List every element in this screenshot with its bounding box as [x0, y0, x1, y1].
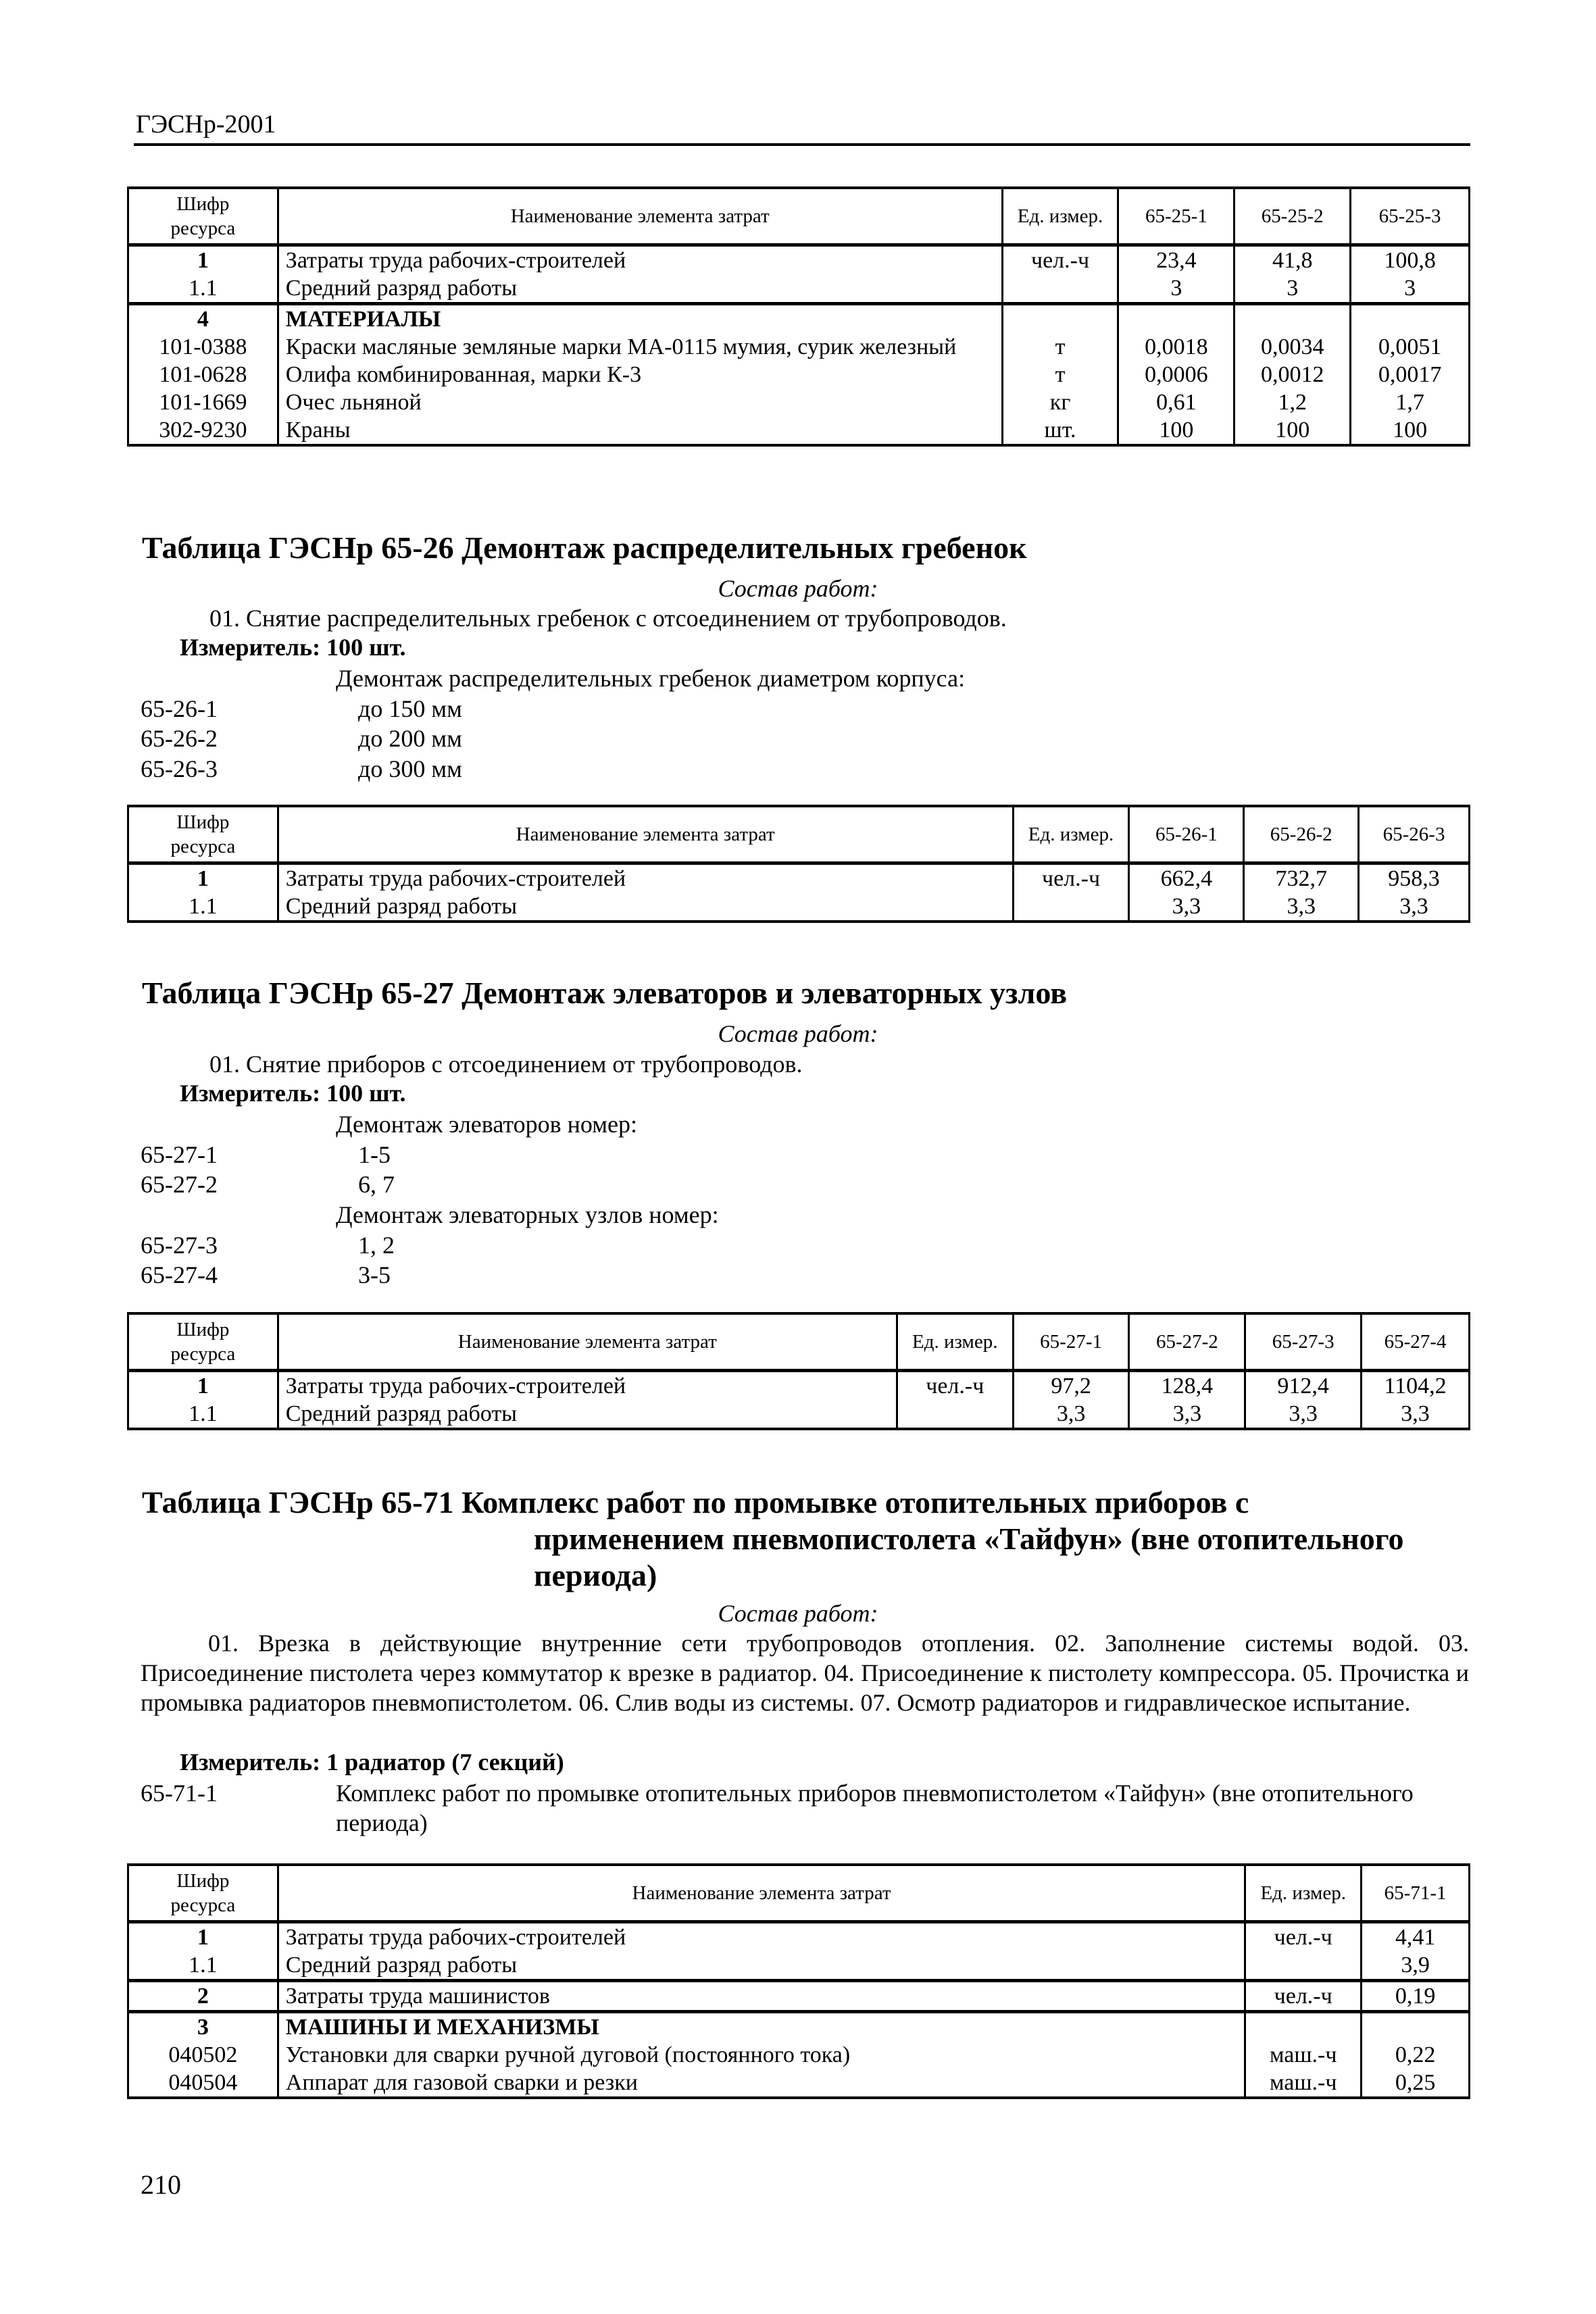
row-code: 101-0388: [128, 333, 278, 361]
table-row: [128, 245, 1470, 275]
row-code: 1.1: [128, 892, 278, 922]
col-norm-header: 65-26-3: [1359, 806, 1470, 863]
row-unit: чел.-ч: [1002, 245, 1118, 275]
table-header-row: [128, 806, 1470, 863]
item-text: [336, 1778, 1417, 1838]
table-row: [128, 1951, 1470, 1981]
row-value: 0,0017: [1351, 361, 1470, 388]
running-header: ГЭСНр-2001: [136, 110, 276, 139]
table-header-row: [128, 188, 1470, 245]
row-value: 128,4: [1129, 1371, 1245, 1401]
table-row: [128, 333, 1470, 361]
item-text: 3-5: [358, 1261, 391, 1288]
row-code: 3: [128, 2012, 278, 2042]
work-description: 01. Снятие распределительных гребенок с отсоединением от трубопроводов.: [209, 605, 1007, 632]
subheading: Демонтаж элеваторных узлов номер:: [336, 1201, 719, 1228]
table-header-row: [128, 1865, 1470, 1922]
subheading: Демонтаж элеваторов номер:: [336, 1111, 637, 1138]
row-value: 100: [1351, 416, 1470, 445]
col-norm-header: 65-27-2: [1129, 1313, 1245, 1371]
col-code-header: Шифр ресурса: [128, 806, 278, 863]
row-value: 23,4: [1118, 245, 1235, 275]
section-title-65-26: Таблица ГЭСНр 65-26 Демонтаж распределительных гребенок: [142, 530, 1027, 565]
row-unit: [1013, 892, 1129, 922]
item-text: 1-5: [358, 1141, 391, 1168]
row-value: 41,8: [1235, 245, 1351, 275]
row-name: Средний разряд работы: [278, 892, 1013, 922]
item-text: 6, 7: [358, 1171, 395, 1198]
row-value: 0,25: [1362, 2069, 1470, 2098]
row-unit: шт.: [1002, 416, 1118, 445]
table-65-27: [127, 1312, 1470, 1430]
row-name: Затраты труда рабочих-строителей: [278, 245, 1002, 275]
row-unit: [1245, 1951, 1362, 1981]
col-name-header: Наименование элемента затрат: [278, 1313, 897, 1371]
row-value: 3,3: [1244, 892, 1359, 922]
table-row: [128, 2069, 1470, 2098]
col-norm-header: 65-25-3: [1351, 188, 1470, 245]
measure-label: Измеритель: 100 шт.: [180, 634, 406, 661]
row-code: 1: [128, 1922, 278, 1952]
subheading: Демонтаж распределительных гребенок диаметром корпуса:: [336, 665, 966, 692]
row-unit: т: [1002, 361, 1118, 388]
item-code: 65-26-2: [141, 725, 218, 752]
row-code: 040504: [128, 2069, 278, 2098]
row-value: 97,2: [1013, 1371, 1129, 1401]
row-name: Краски масляные земляные марки МА-0115 мумия, сурик железный: [278, 333, 1002, 361]
row-unit: маш.-ч: [1245, 2069, 1362, 2098]
row-value: 3,3: [1013, 1400, 1129, 1429]
table-row: [128, 416, 1470, 445]
item-code: 65-26-1: [141, 695, 218, 722]
table-row: [128, 892, 1470, 922]
row-name: Затраты труда рабочих-строителей: [278, 1371, 897, 1401]
item-code: 65-71-1: [141, 1780, 218, 1807]
row-value: 4,41: [1362, 1922, 1470, 1952]
row-value: 0,0034: [1235, 333, 1351, 361]
item-text: до 200 мм: [358, 725, 462, 752]
col-name-header: Наименование элемента затрат: [278, 806, 1013, 863]
item-code: 65-27-2: [141, 1171, 218, 1198]
row-unit: маш.-ч: [1245, 2041, 1362, 2069]
row-name: Очес льняной: [278, 388, 1002, 416]
item-text-body: Комплекс работ по промывке отопительных приборов пневмопистолетом «Тайфун» (вне отопительного периода): [336, 1780, 1414, 1836]
row-code: 1: [128, 1371, 278, 1401]
table-row: [128, 361, 1470, 388]
col-unit-header: Ед. измер.: [1245, 1865, 1362, 1922]
col-unit-header: Ед. измер.: [1002, 188, 1118, 245]
row-value: 3: [1351, 274, 1470, 304]
section-title-65-71: Таблица ГЭСНр 65-71 Комплекс работ по промывке отопительных приборов с: [142, 1485, 1249, 1519]
sostav-label: Состав работ:: [718, 1600, 878, 1627]
row-value: 3: [1235, 274, 1351, 304]
table-row: [128, 1981, 1470, 2012]
row-value: 958,3: [1359, 863, 1470, 893]
col-norm-header: 65-71-1: [1362, 1865, 1470, 1922]
row-value: 3,3: [1129, 1400, 1245, 1429]
item-text: до 150 мм: [358, 695, 462, 722]
row-unit: [897, 1400, 1013, 1429]
row-value: 662,4: [1129, 863, 1244, 893]
col-name-header: Наименование элемента затрат: [278, 188, 1002, 245]
row-value: 3: [1118, 274, 1235, 304]
row-value: 0,22: [1362, 2041, 1470, 2069]
table-row: [128, 388, 1470, 416]
table-65-71: [127, 1863, 1470, 2099]
row-value: 912,4: [1245, 1371, 1362, 1401]
col-code-header: Шифр ресурса: [128, 188, 278, 245]
table-65-26: [127, 805, 1470, 923]
row-value: 1,7: [1351, 388, 1470, 416]
row-name: Затраты труда машинистов: [278, 1981, 1245, 2012]
row-code: 1.1: [128, 1951, 278, 1981]
row-unit: кг: [1002, 388, 1118, 416]
col-code-header: Шифр ресурса: [128, 1865, 278, 1922]
row-value: 1104,2: [1362, 1371, 1470, 1401]
row-code: 302-9230: [128, 416, 278, 445]
row-name: Затраты труда рабочих-строителей: [278, 863, 1013, 893]
row-value: 0,0012: [1235, 361, 1351, 388]
row-unit: чел.-ч: [1245, 1981, 1362, 2012]
table-header-row: [128, 1313, 1470, 1371]
row-code: 1: [128, 245, 278, 275]
item-code: 65-27-4: [141, 1261, 218, 1288]
row-value: 3,3: [1245, 1400, 1362, 1429]
row-value: 3,3: [1359, 892, 1470, 922]
row-value: 100,8: [1351, 245, 1470, 275]
item-code: 65-26-3: [141, 755, 218, 782]
row-name: Краны: [278, 416, 1002, 445]
col-norm-header: 65-25-2: [1235, 188, 1351, 245]
col-unit-header: Ед. измер.: [897, 1313, 1013, 1371]
row-value: 0,19: [1362, 1981, 1470, 2012]
table-row: [128, 1922, 1470, 1952]
col-norm-header: 65-27-1: [1013, 1313, 1129, 1371]
work-description: 01. Снятие приборов с отсоединением от трубопроводов.: [209, 1051, 803, 1078]
section-title-65-71-cont: применением пневмопистолета «Тайфун» (вне отопительного: [534, 1521, 1404, 1556]
item-code: 65-27-1: [141, 1141, 218, 1168]
table-row: [128, 1371, 1470, 1401]
row-name: Средний разряд работы: [278, 1400, 897, 1429]
header-rule: [134, 143, 1470, 146]
row-unit: т: [1002, 333, 1118, 361]
row-value: 3,3: [1362, 1400, 1470, 1429]
row-value: 100: [1235, 416, 1351, 445]
table-row: [128, 2041, 1470, 2069]
row-code: 101-0628: [128, 361, 278, 388]
item-text: до 300 мм: [358, 755, 462, 782]
row-name: Олифа комбинированная, марки К-3: [278, 361, 1002, 388]
col-code-header: Шифр ресурса: [128, 1313, 278, 1371]
row-name: Затраты труда рабочих-строителей: [278, 1922, 1245, 1952]
col-unit-header: Ед. измер.: [1013, 806, 1129, 863]
row-unit: чел.-ч: [897, 1371, 1013, 1401]
row-name: Средний разряд работы: [278, 1951, 1245, 1981]
table-row: [128, 304, 1470, 334]
row-code: 1: [128, 863, 278, 893]
row-unit: [1002, 274, 1118, 304]
page-number: 210: [141, 2169, 181, 2200]
row-name: МАТЕРИАЛЫ: [278, 304, 1002, 334]
work-description: 01. Врезка в действующие внутренние сети трубопроводов отопления. 02. Заполнение системы водой. 03. Присоединение пистолета через коммутатор к врезке в радиатор. 04. Присоединение к пистолету компрессора. 05. Прочистка и промывка радиаторов пневмопистолетом. 06. Слив воды из системы. 07. Осмотр радиаторов и гидравлическое испытание.: [141, 1630, 1469, 1716]
table-row: [128, 863, 1470, 893]
table-row: [128, 1400, 1470, 1429]
row-code: 101-1669: [128, 388, 278, 416]
row-value: 732,7: [1244, 863, 1359, 893]
row-name: Аппарат для газовой сварки и резки: [278, 2069, 1245, 2098]
row-name: Средний разряд работы: [278, 274, 1002, 304]
row-value: 100: [1118, 416, 1235, 445]
section-title-65-71-cont: периода): [534, 1558, 657, 1592]
measure-label: Измеритель: 1 радиатор (7 секций): [180, 1749, 564, 1776]
row-unit: чел.-ч: [1245, 1922, 1362, 1952]
section-title-65-27: Таблица ГЭСНр 65-27 Демонтаж элеваторов и элеваторных узлов: [142, 976, 1068, 1010]
col-norm-header: 65-25-1: [1118, 188, 1235, 245]
col-norm-header: 65-27-4: [1362, 1313, 1470, 1371]
row-value: 1,2: [1235, 388, 1351, 416]
col-norm-header: 65-26-2: [1244, 806, 1359, 863]
row-value: 0,61: [1118, 388, 1235, 416]
table-65-25: [127, 186, 1470, 447]
row-unit: чел.-ч: [1013, 863, 1129, 893]
row-value: 3,3: [1129, 892, 1244, 922]
row-value: 3,9: [1362, 1951, 1470, 1981]
measure-label: Измеритель: 100 шт.: [180, 1080, 406, 1107]
item-code: 65-27-3: [141, 1232, 218, 1259]
item-text: 1, 2: [358, 1232, 395, 1259]
row-name: МАШИНЫ И МЕХАНИЗМЫ: [278, 2012, 1245, 2042]
col-name-header: Наименование элемента затрат: [278, 1865, 1245, 1922]
row-value: 0,0018: [1118, 333, 1235, 361]
col-norm-header: 65-26-1: [1129, 806, 1244, 863]
col-norm-header: 65-27-3: [1245, 1313, 1362, 1371]
row-code: 040502: [128, 2041, 278, 2069]
row-value: 0,0006: [1118, 361, 1235, 388]
row-code: 1.1: [128, 274, 278, 304]
table-row: [128, 274, 1470, 304]
row-code: 4: [128, 304, 278, 334]
sostav-label: Состав работ:: [718, 1020, 878, 1047]
row-name: Установки для сварки ручной дуговой (постоянного тока): [278, 2041, 1245, 2069]
row-code: 2: [128, 1981, 278, 2012]
row-value: 0,0051: [1351, 333, 1470, 361]
sostav-label: Состав работ:: [718, 575, 878, 602]
row-code: 1.1: [128, 1400, 278, 1429]
table-row: [128, 2012, 1470, 2042]
